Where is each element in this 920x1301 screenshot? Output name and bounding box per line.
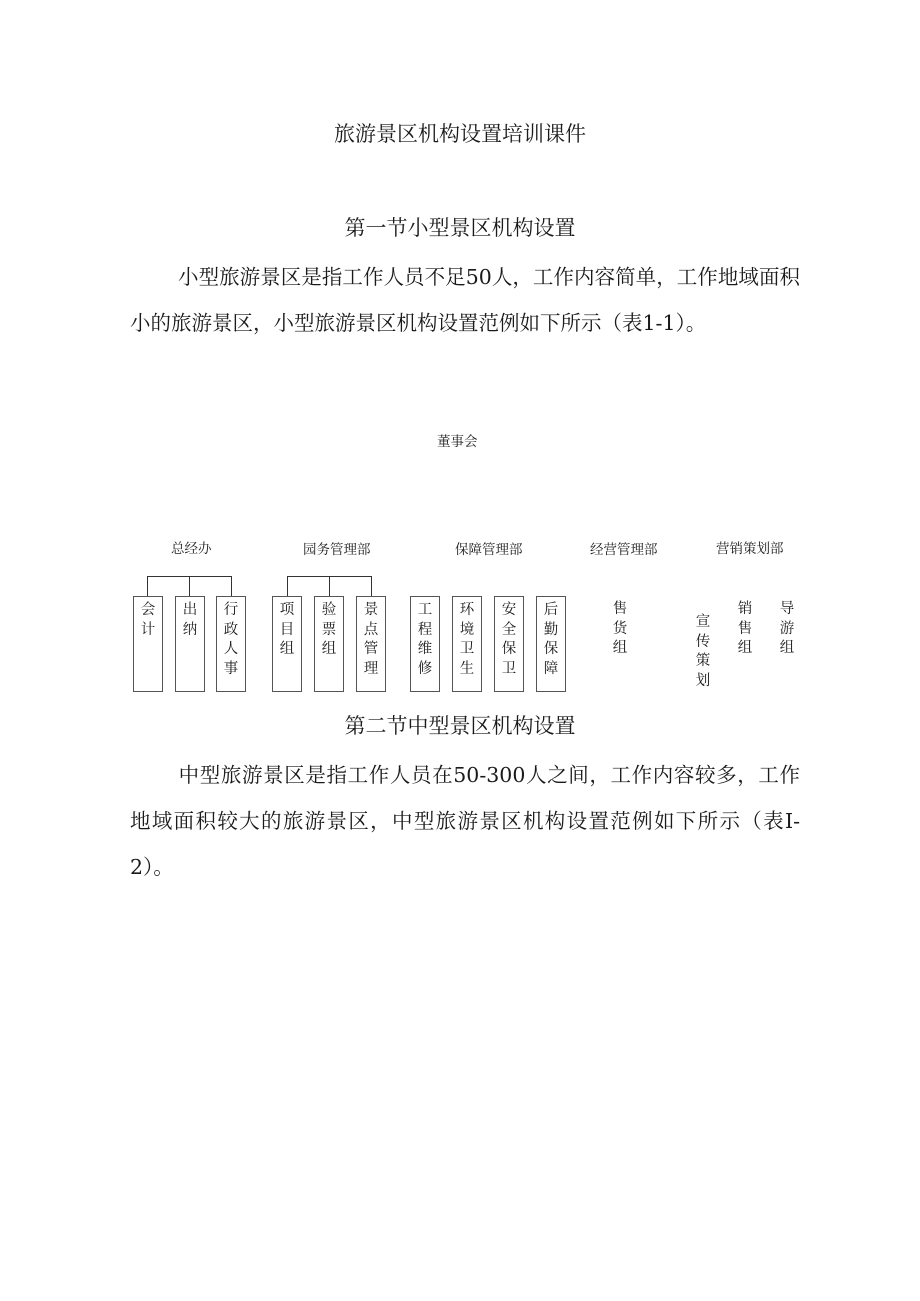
unit-label: 出纳 [182,602,198,638]
unit-label: 工程维修 [417,602,433,677]
dept-label-zongjingban: 总经办 [171,541,212,557]
dept-label-yingxiao: 营销策划部 [716,541,784,557]
dept-label-yuanwu: 园务管理部 [303,542,371,558]
unit-box [356,596,386,692]
unit-label: 安全保卫 [501,602,517,677]
unit-box [452,596,482,692]
unit-label-shouhuo: 售货组 [612,601,628,656]
unit-box [410,596,440,692]
unit-box [133,596,163,692]
unit-label: 会计 [140,602,156,638]
unit-label: 景点管理 [363,602,379,677]
unit-box [175,596,205,692]
connector [329,576,330,596]
unit-box [536,596,566,692]
unit-label-xiaoshou: 销售组 [737,601,753,656]
connector [231,576,232,596]
unit-label: 后勤保障 [543,602,559,677]
section-2-paragraph [130,752,800,890]
section-2-paragraph-text: 中型旅游景区是指工作人员在50-300人之间，工作内容较多，工作地域面积较大的旅游景区，中型旅游景区机构设置范例如下所示（表I-2）。 [130,763,800,879]
dept-label-jingying: 经营管理部 [590,542,658,558]
section-1-paragraph-text: 小型旅游景区是指工作人员不足50人，工作内容简单，工作地域面积小的旅游景区，小型旅游景区机构设置范例如下所示（表1-1）。 [130,265,800,335]
unit-label-daoyou: 导游组 [779,601,795,656]
connector [287,576,288,596]
document-title: 旅游景区机构设置培训课件 [334,122,586,146]
unit-label: 项目组 [279,602,295,657]
org-top-label: 董事会 [437,434,478,450]
connector [189,576,190,596]
unit-label: 行政人事 [223,602,239,677]
section-1-heading: 第一节小型景区机构设置 [344,216,576,240]
section-1-paragraph [130,254,800,346]
section-2-heading: 第二节中型景区机构设置 [344,714,576,738]
unit-box [216,596,246,692]
connector [371,576,372,596]
unit-box [314,596,344,692]
connector [147,576,148,596]
unit-label-xuanchuan: 宣传策划 [695,614,711,689]
dept-label-baozhang: 保障管理部 [455,542,523,558]
unit-label: 验票组 [321,602,337,657]
unit-box [494,596,524,692]
unit-label: 环境卫生 [459,602,475,677]
unit-box [272,596,302,692]
